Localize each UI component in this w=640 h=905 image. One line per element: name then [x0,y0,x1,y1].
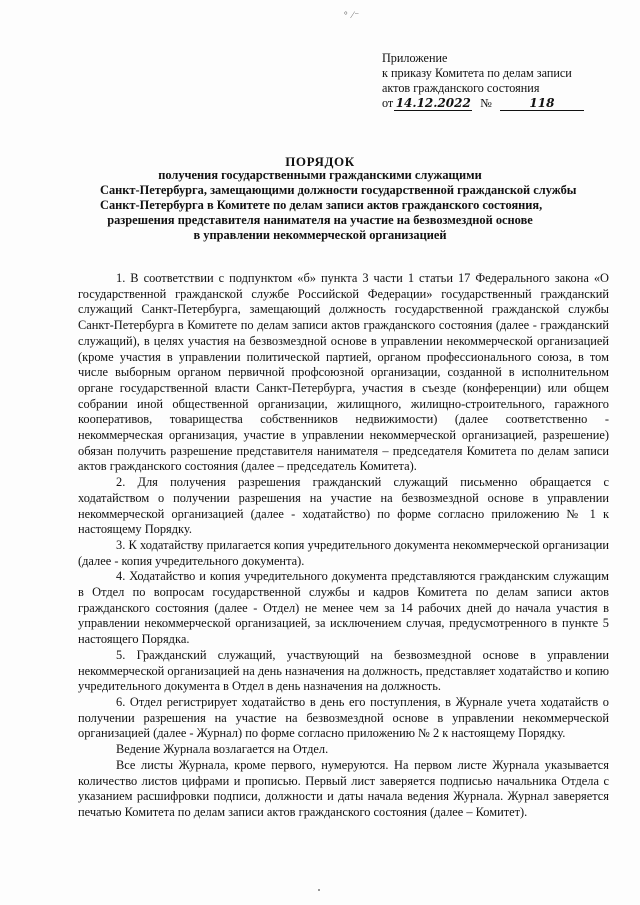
subtitle-line: Санкт-Петербурга, замещающими должности государственной гражданской службы [100,183,577,197]
paragraph-journal-assignment: Ведение Журнала возлагается на Отдел. [116,742,329,757]
appendix-label: Приложение [382,51,448,65]
subtitle-line: получения государственными гражданскими служащими [158,168,482,182]
number-label: № [480,96,492,110]
handwritten-number: 118 [500,97,584,111]
paragraph-4: 4. Ходатайство и копия учредительного документа представляются гражданским служащим в Отдел по вопросам государственной службы и кадров Комитета по делам записи актов гражданского состояния (далее - Отдел) не менее чем за 14 рабочих дней до начала участия в управлении некоммерческой организацией, за исключением случая, предусмотренного в пункте 5 настоящего Порядка. [78,569,609,647]
paragraph-2: 2. Для получения разрешения гражданский служащий письменно обращается с ходатайством о получении разрешения на участие на безвозмездной основе в управлении некоммерческой организацией (далее - ходатайство) по форме согласно приложению № 1 к настоящему Порядку. [78,475,609,537]
appendix-order-ref: к приказу Комитета по делам записи [382,66,572,80]
document-subtitle [100,168,577,243]
order-date-number-row [382,96,622,111]
document-title: ПОРЯДОК [285,154,355,169]
scan-mark: ° ⁄⁻ [344,10,361,20]
paragraph-5: 5. Гражданский служащий, участвующий на безвозмездной основе в управлении некоммерческой организацией на день назначения на должность, представляет ходатайство и копию учредительного документа в Отдел в день назначения на должность. [78,647,609,694]
scan-dot [318,889,320,891]
paragraph-journal-sheets: Все листы Журнала, кроме первого, нумеруются. На первом листе Журнала указывается количество листов цифрами и прописью. Первый лист заверяется подписью начальника Отдела с указанием расшифровки подписи, должности и даты начала ведения Журнала. Журнал заверяется печатью Комитета по делам записи актов гражданского состояния (далее – Комитет). [78,757,609,819]
appendix-committee: актов гражданского состояния [382,81,540,95]
paragraph-1: 1. В соответствии с подпунктом «б» пункта 3 части 1 статьи 17 Федерального закона «О государственной гражданской службе Российской Федерации» государственный гражданский служащий Санкт-Петербурга, замещающий должность государственной гражданской службы Санкт-Петербурга в Комитете по делам записи актов гражданского состояния (далее - гражданский служащий), в целях участия на безвозмездной основе в управлении некоммерческой организацией (кроме участия в управлении политической партией, органом профессионального союза, в том числе выборным органом первичной профсоюзной организации, созданной в исполнительном органе государственной власти Санкт-Петербурга, участия в съезде (конференции) или общем собрании иной общественной организации, жилищного, жилищно-строительного, гаражного кооперативов, товарищества собственников недвижимости) (далее соответственно - некоммерческая организация, участие в управлении некоммерческой организацией, разрешение) обязан получить разрешение представителя нанимателя – председателя Комитета по делам записи актов гражданского состояния (далее – председатель Комитета). [78,271,609,474]
subtitle-line: Санкт-Петербурга в Комитете по делам записи актов гражданского состояния, [100,198,543,212]
subtitle-line: разрешения представителя нанимателя на участие на безвозмездной основе [107,213,533,227]
paragraph-3: 3. К ходатайству прилагается копия учредительного документа некоммерческой организации (далее - копия учредительного документа). [78,537,609,568]
subtitle-line: в управлении некоммерческой организацией [193,228,447,242]
paragraph-6: 6. Отдел регистрирует ходатайство в день его поступления, в Журнале учета ходатайств о получении разрешения на участие на безвозмездной основе в управлении некоммерческой организацией (далее - Журнал) по форме согласно приложению № 2 к настоящему Порядку. [78,694,609,741]
appendix-header [382,51,622,111]
from-label: от [382,96,394,110]
document-body [78,271,609,821]
handwritten-date: 14.12.2022 [395,96,471,110]
